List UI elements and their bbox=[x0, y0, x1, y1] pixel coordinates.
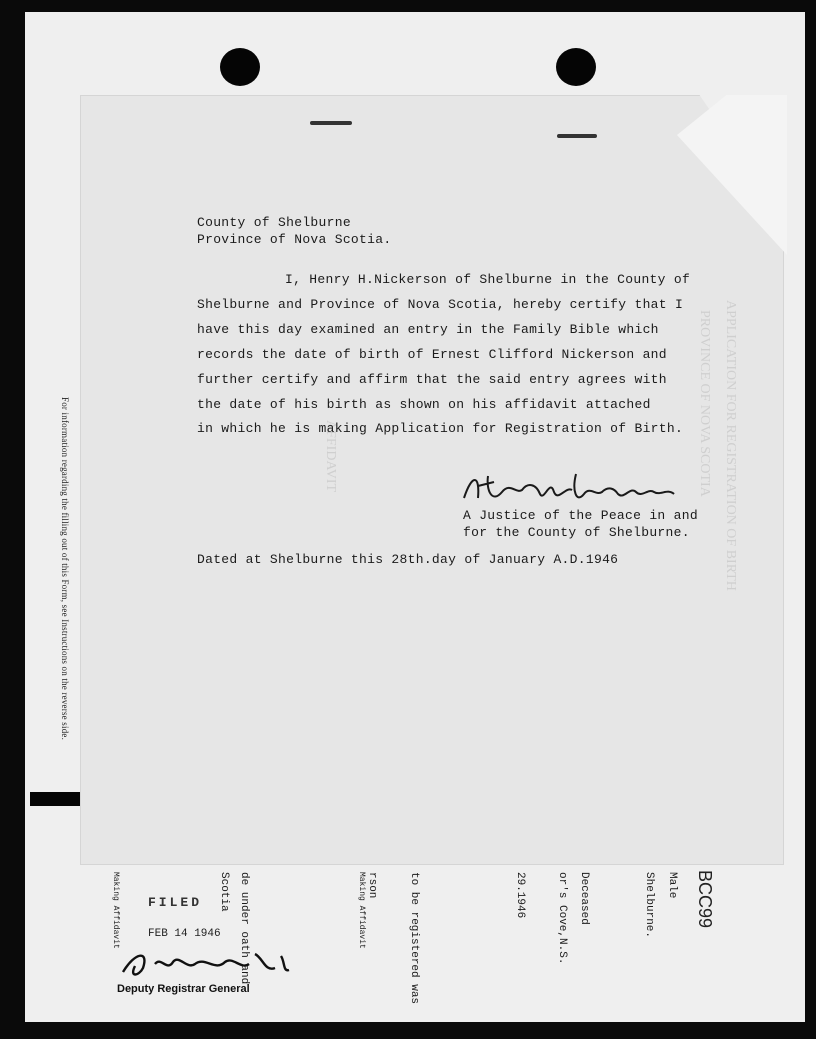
form-fragment-sex: Male bbox=[666, 872, 678, 899]
body-line-1: I, Henry H.Nickerson of Shelburne in the County of bbox=[285, 272, 691, 287]
punch-hole-right bbox=[556, 48, 596, 86]
body-line-3: have this day examined an entry in the Family Bible which bbox=[197, 322, 659, 337]
staple-right bbox=[557, 134, 597, 138]
filed-date-stamp: FEB 14 1946 bbox=[148, 928, 221, 940]
registrar-signature bbox=[115, 942, 295, 982]
margin-instructions-note: For information regarding the filling out of this Form, see Instructions on the reverse side. bbox=[60, 397, 70, 741]
justice-signature bbox=[458, 468, 698, 513]
form-fragment-residence: or's Cove,N.S. bbox=[556, 872, 568, 965]
filed-stamp: FILED bbox=[148, 895, 203, 910]
form-fragment-affidavit: Making Affidavit bbox=[357, 872, 366, 949]
form-fragment-oath: de under oath and bbox=[238, 872, 250, 985]
black-edge-mark bbox=[30, 792, 82, 806]
form-fragment-date: 29.1946 bbox=[514, 872, 526, 919]
body-line-4: records the date of birth of Ernest Clifford Nickerson and bbox=[197, 347, 667, 362]
punch-hole-left bbox=[220, 48, 260, 86]
file-number: BCC99 bbox=[695, 870, 715, 929]
province-line: Province of Nova Scotia. bbox=[197, 232, 392, 247]
justice-title-1: A Justice of the Peace in and bbox=[463, 508, 698, 523]
form-fragment-affidavit-2: Making Affidavit bbox=[111, 872, 120, 949]
dated-line: Dated at Shelburne this 28th.day of January A.D.1946 bbox=[197, 552, 619, 567]
form-fragment-person: rson bbox=[366, 872, 378, 899]
form-fragment-place: Shelburne. bbox=[643, 872, 655, 939]
form-fragment-status: Deceased bbox=[578, 872, 590, 925]
ghost-heading-application: APPLICATION FOR REGISTRATION OF BIRTH bbox=[723, 300, 738, 591]
staple-left bbox=[310, 121, 352, 125]
body-line-5: further certify and affirm that the said entry agrees with bbox=[197, 372, 667, 387]
ghost-heading-province: PROVINCE OF NOVA SCOTIA bbox=[697, 310, 712, 497]
form-fragment-registered: to be registered was bbox=[408, 872, 420, 1005]
body-line-2: Shelburne and Province of Nova Scotia, hereby certify that I bbox=[197, 297, 684, 312]
body-line-7: in which he is making Application for Registration of Birth. bbox=[197, 421, 684, 436]
county-line: County of Shelburne bbox=[197, 215, 351, 230]
justice-title-2: for the County of Shelburne. bbox=[463, 525, 690, 540]
registrar-stamp: Deputy Registrar General bbox=[117, 983, 250, 995]
ghost-heading-affidavit: AFFIDAVIT bbox=[323, 420, 338, 493]
body-line-6: the date of his birth as shown on his affidavit attached bbox=[197, 397, 651, 412]
form-fragment-province: Scotia bbox=[218, 872, 230, 912]
